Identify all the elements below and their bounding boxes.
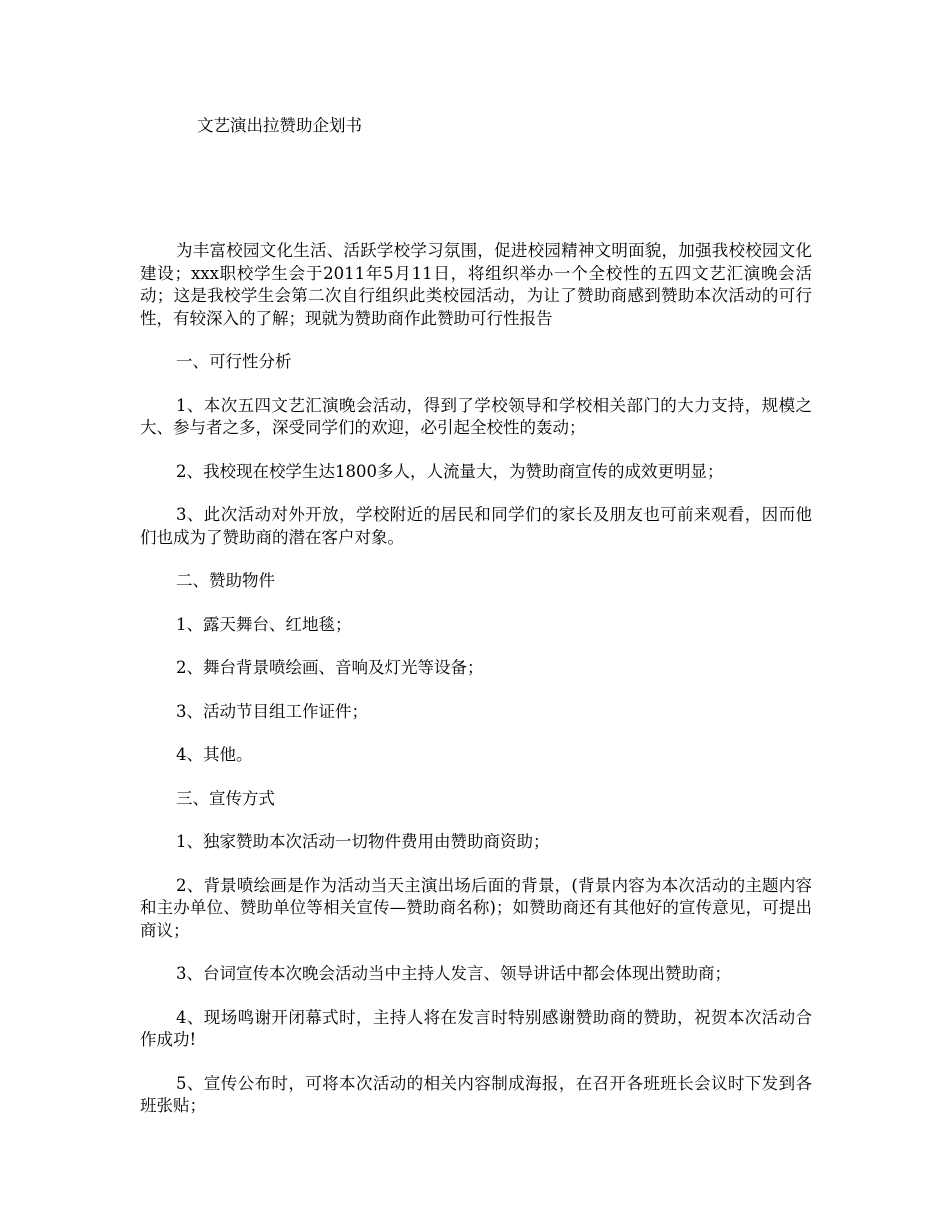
feasibility-item-2: 2、我校现在校学生达1800多人，人流量大，为赞助商宣传的成效更明显； <box>176 461 724 481</box>
sponsored-item-3: 3、活动节目组工作证件； <box>176 701 368 721</box>
sponsored-item-4: 4、其他。 <box>176 745 253 764</box>
promotion-item-4: 4、现场鸣谢开闭幕式时，主持人将在发言时特别感谢赞助商的赞助，祝贺本次活动合作成功! <box>140 1007 812 1049</box>
promotion-item-2: 2、背景喷绘画是作为活动当天主演出场后面的背景，(背景内容为本次活动的主题内容和主办单位、赞助单位等相关宣传—赞助商名称)；如赞助商还有其他好的宣传意见，可提出商议； <box>140 875 812 940</box>
sponsored-item-1: 1、露天舞台、红地毯； <box>176 614 352 634</box>
promotion-item-5: 5、宣传公布时，可将本次活动的相关内容制成海报，在召开各班班长会议时下发到各班张贴； <box>140 1073 812 1115</box>
sponsored-item-2: 2、舞台背景喷绘画、音响及灯光等设备； <box>176 658 484 677</box>
section-heading-feasibility: 一、可行性分析 <box>176 352 292 371</box>
section-heading-promotion: 三、宣传方式 <box>176 788 275 808</box>
intro-paragraph: 为丰富校园文化生活、活跃学校学习氛围，促进校园精神文明面貌，加强我校校园文化建设；xxx职校学生会于2011年5月11日，将组织举办一个全校性的五四文艺汇演晚会活动；这是我校学生会第二次自行组织此类校园活动，为让了赞助商感到赞助本次活动的可行性，有较深入的了解；现就为赞助商作此赞助可行性报告 <box>140 241 812 328</box>
feasibility-item-3: 3、此次活动对外开放，学校附近的居民和同学们的家长及朋友也可前来观看，因而他们也成为了赞助商的潜在客户对象。 <box>140 505 812 547</box>
promotion-item-1: 1、独家赞助本次活动一切物件费用由赞助商资助； <box>176 832 550 851</box>
feasibility-item-1: 1、本次五四文艺汇演晚会活动，得到了学校领导和学校相关部门的大力支持，规模之大、参与者之多，深受同学们的欢迎，必引起全校性的轰动； <box>140 395 812 437</box>
promotion-item-3: 3、台词宣传本次晚会活动当中主持人发言、领导讲话中都会体现出赞助商； <box>176 964 731 983</box>
document-title: 文艺演出拉赞助企划书 <box>197 116 362 135</box>
section-heading-sponsored-items: 二、赞助物件 <box>176 571 275 590</box>
document-body <box>140 240 812 1139</box>
